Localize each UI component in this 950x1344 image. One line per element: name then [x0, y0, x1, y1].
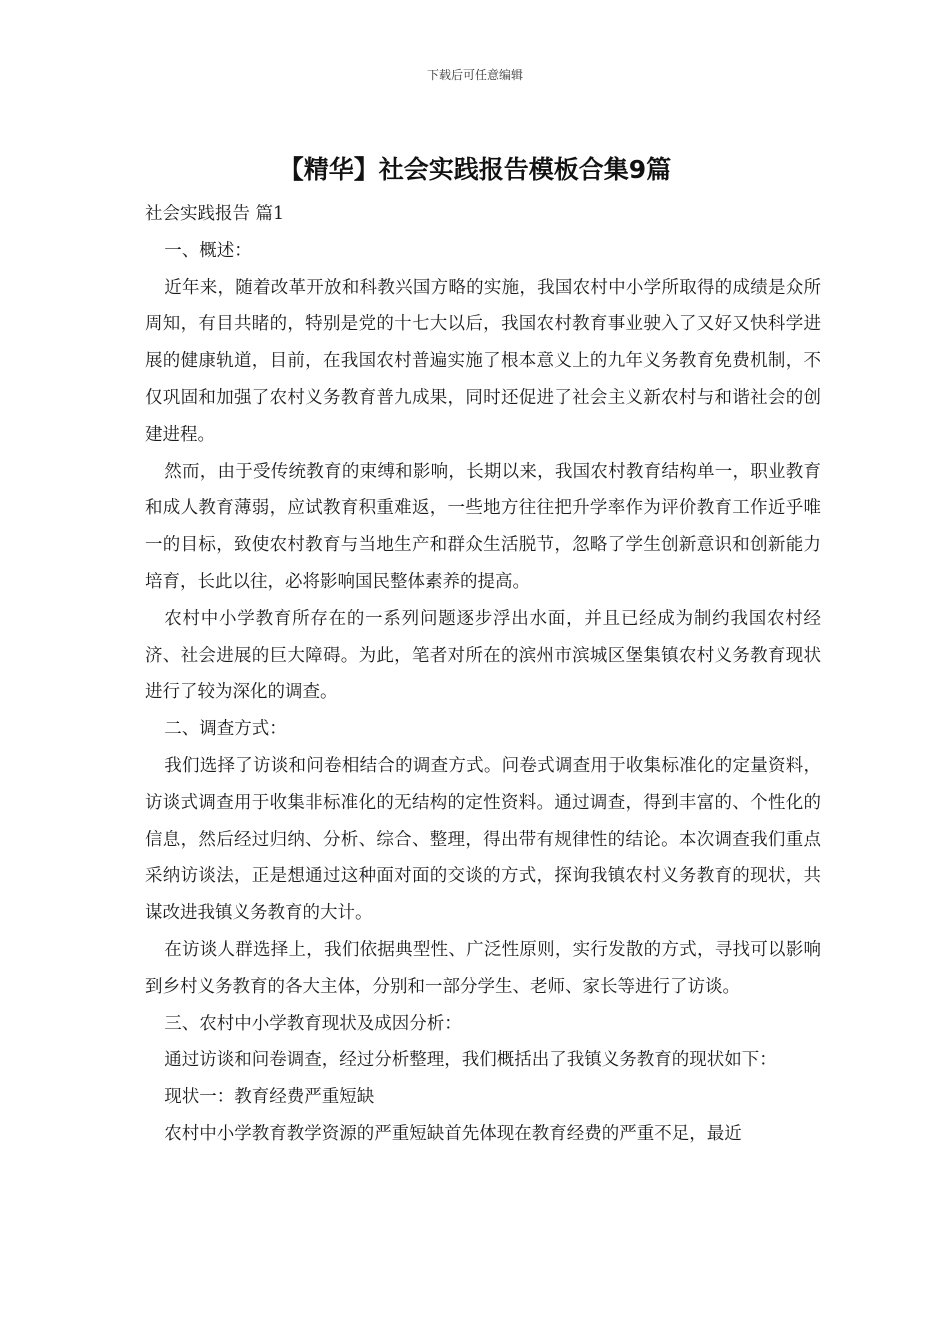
- paragraph: 现状一：教育经费严重短缺: [164, 1087, 375, 1108]
- paragraph: 我们选择了访谈和问卷相结合的调查方式。问卷式调查用于收集标准化的定量资料，访谈式调查用于收集非标准化的无结构的定性资料。通过调查，得到丰富的、个性化的信息，然后经过归纳、分析、综合、整理，得出带有规律性的结论。本次调查我们重点采纳访谈法，正是想通过这种面对面的交谈的方式，探询我镇农村义务教育的现状，共谋改进我镇义务教育的大计。: [145, 755, 821, 924]
- paragraph: 在访谈人群选择上，我们依据典型性、广泛性原则，实行发散的方式，寻找可以影响到乡村义务教育的各大主体，分别和一部分学生、老师、家长等进行了访谈。: [145, 939, 821, 997]
- paragraph: 农村中小学教育教学资源的严重短缺首先体现在教育经费的严重不足，最近: [164, 1123, 742, 1144]
- document-title: 【精华】社会实践报告模板合集9篇: [278, 155, 672, 184]
- document-body: [145, 196, 821, 1153]
- paragraph: 然而，由于受传统教育的束缚和影响，长期以来，我国农村教育结构单一，职业教育和成人教育薄弱，应试教育积重难返，一些地方往往把升学率作为评价教育工作近乎唯一的目标，致使农村教育与当地生产和群众生活脱节，忽略了学生创新意识和创新能力培育，长此以往，必将影响国民整体素养的提高。: [145, 461, 821, 592]
- header-note: 下载后可任意编辑: [426, 68, 523, 82]
- paragraph: 二、调查方式：: [164, 719, 287, 740]
- paragraph: 一、概述：: [164, 240, 252, 261]
- paragraph: 社会实践报告 篇1: [145, 204, 285, 224]
- paragraph: 三、农村中小学教育现状及成因分析：: [164, 1013, 462, 1034]
- paragraph: 通过访谈和问卷调查，经过分析整理，我们概括出了我镇义务教育的现状如下：: [164, 1050, 777, 1071]
- paragraph: 农村中小学教育所存在的一系列问题逐步浮出水面，并且已经成为制约我国农村经济、社会进展的巨大障碍。为此，笔者对所在的滨州市滨城区堡集镇农村义务教育现状进行了较为深化的调查。: [145, 608, 821, 703]
- paragraph: 近年来，随着改革开放和科教兴国方略的实施，我国农村中小学所取得的成绩是众所周知，有目共睹的，特别是党的十七大以后，我国农村教育事业驶入了又好又快科学进展的健康轨道，目前，在我国农村普遍实施了根本意义上的九年义务教育免费机制，不仅巩固和加强了农村义务教育普九成果，同时还促进了社会主义新农村与和谐社会的创建进程。: [145, 277, 821, 445]
